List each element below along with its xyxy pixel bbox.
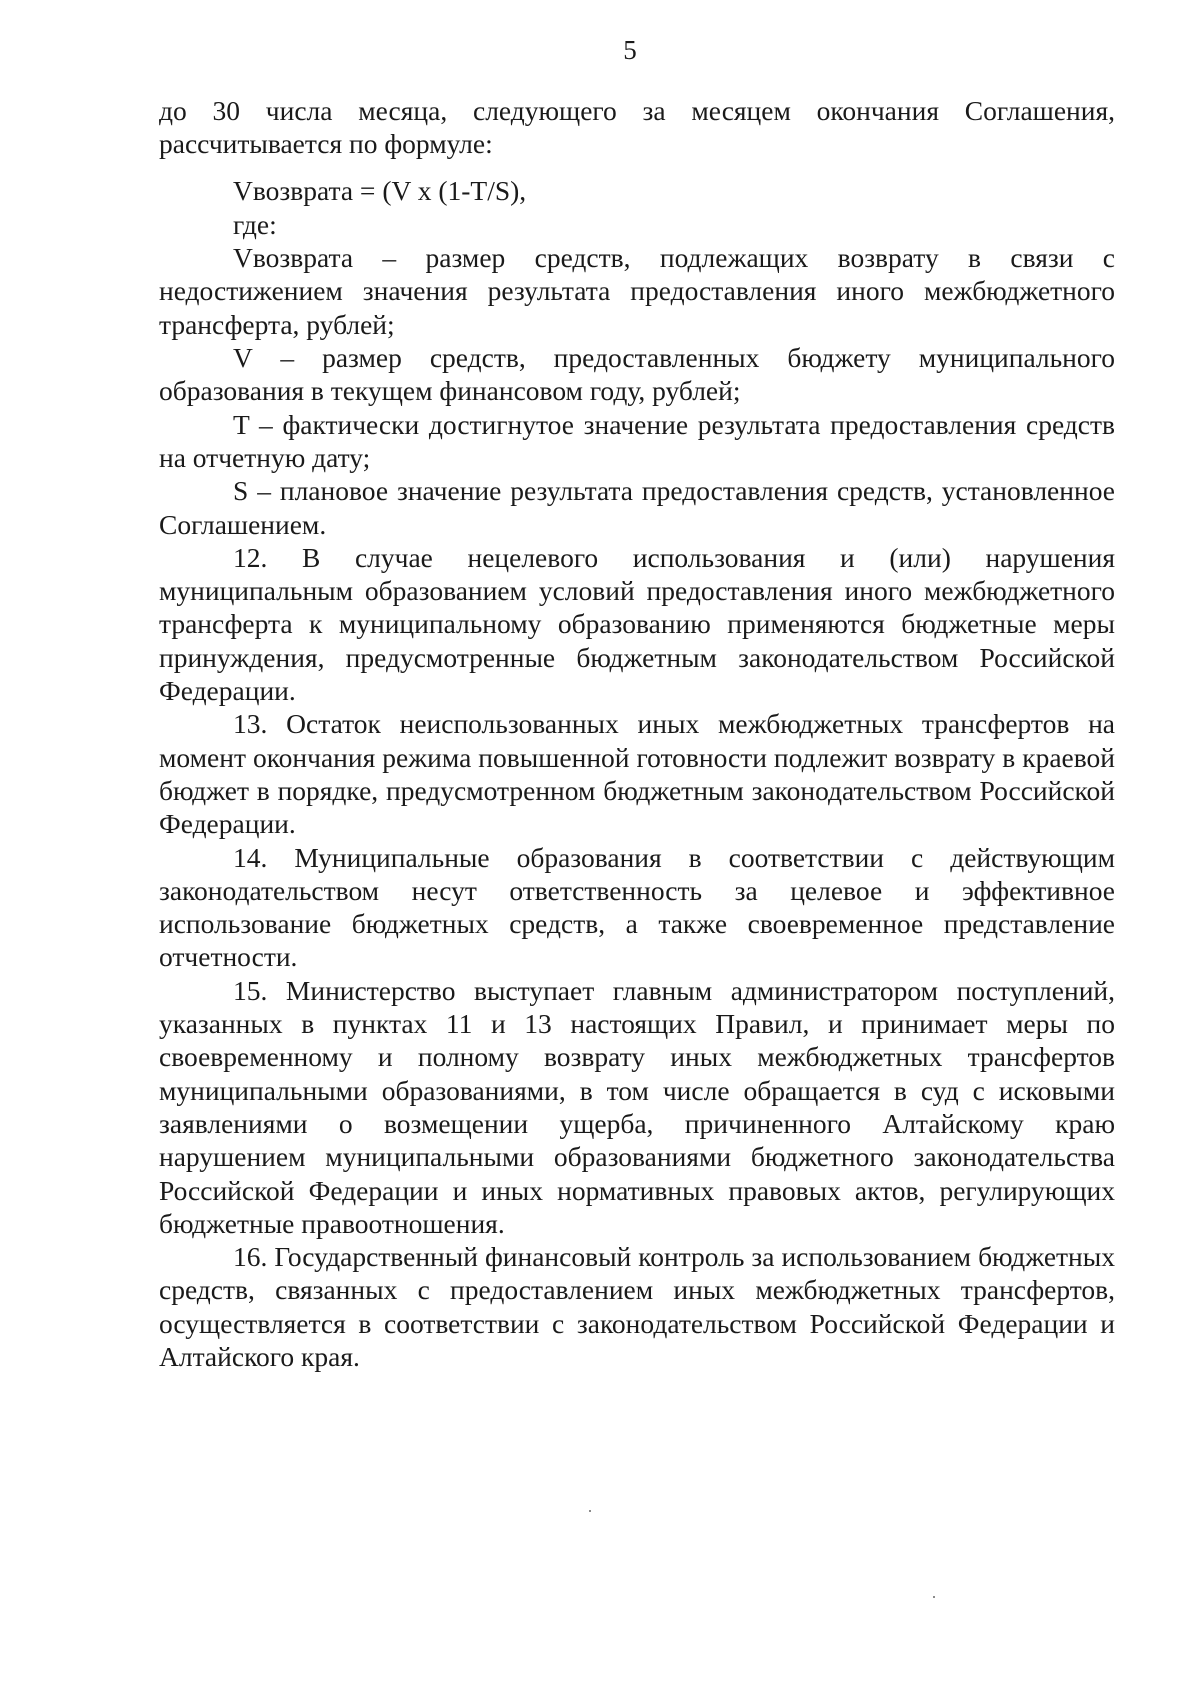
definition-v: V – размер средств, предоставленных бюджету муниципального образования в текущем финансовом году, рублей;	[159, 342, 1115, 407]
clause-15: 15. Министерство выступает главным администратором поступлений, указанных в пунктах 11 и 13 настоящих Правил, и принимает меры по своевременному и полному возврату иных межбюджетных трансфертов муниципальными образованиями, в том числе обращается в суд с исковыми заявлениями о возмещении ущерба, причиненного Алтайскому краю нарушением муниципальными образованиями бюджетного законодательства Российской Федерации и иных нормативных правовых актов, регулирующих бюджетные правоотношения.	[159, 974, 1115, 1239]
clause-13: 13. Остаток неиспользованных иных межбюджетных трансфертов на момент окончания режима повышенной готовности подлежит возврату в краевой бюджет в порядке, предусмотренном бюджетным законодательством Российской Федерации.	[159, 708, 1115, 840]
clause-16: 16. Государственный финансовый контроль за использованием бюджетных средств, связанных с предоставлением иных межбюджетных трансфертов, осуществляется в соответствии с законодательством Российской Федерации и Алтайского края.	[159, 1241, 1115, 1372]
definition-s: S – плановое значение результата предоставления средств, установленное Соглашением.	[159, 475, 1115, 540]
page-number: 5	[623, 35, 637, 65]
clause-12: 12. В случае нецелевого использования и (или) нарушения муниципальным образованием условий предоставления иного межбюджетного трансферта к муниципальному образованию применяются бюджетные меры принуждения, предусмотренные бюджетным законодательством Российской Федерации.	[159, 541, 1115, 707]
document-body	[159, 94, 1115, 1373]
intro-paragraph: до 30 числа месяца, следующего за месяцем окончания Соглашения, рассчитывается по формуле:	[159, 95, 1115, 160]
return-formula: Vвозврата = (V x (1-T/S),	[233, 174, 527, 206]
clause-14: 14. Муниципальные образования в соответствии с действующим законодательством несут ответственность за целевое и эффективное использование бюджетных средств, а также своевременное представление отчетности.	[159, 841, 1115, 973]
scan-speck	[933, 1596, 935, 1598]
definition-t: T – фактически достигнутое значение результата предоставления средств на отчетную дату;	[159, 408, 1115, 473]
where-label: где:	[233, 208, 277, 240]
definition-v-return: Vвозврата – размер средств, подлежащих возврату в связи с недостижением значения результата предоставления иного межбюджетного трансферта, рублей;	[159, 242, 1115, 340]
scan-speck	[589, 1510, 591, 1512]
